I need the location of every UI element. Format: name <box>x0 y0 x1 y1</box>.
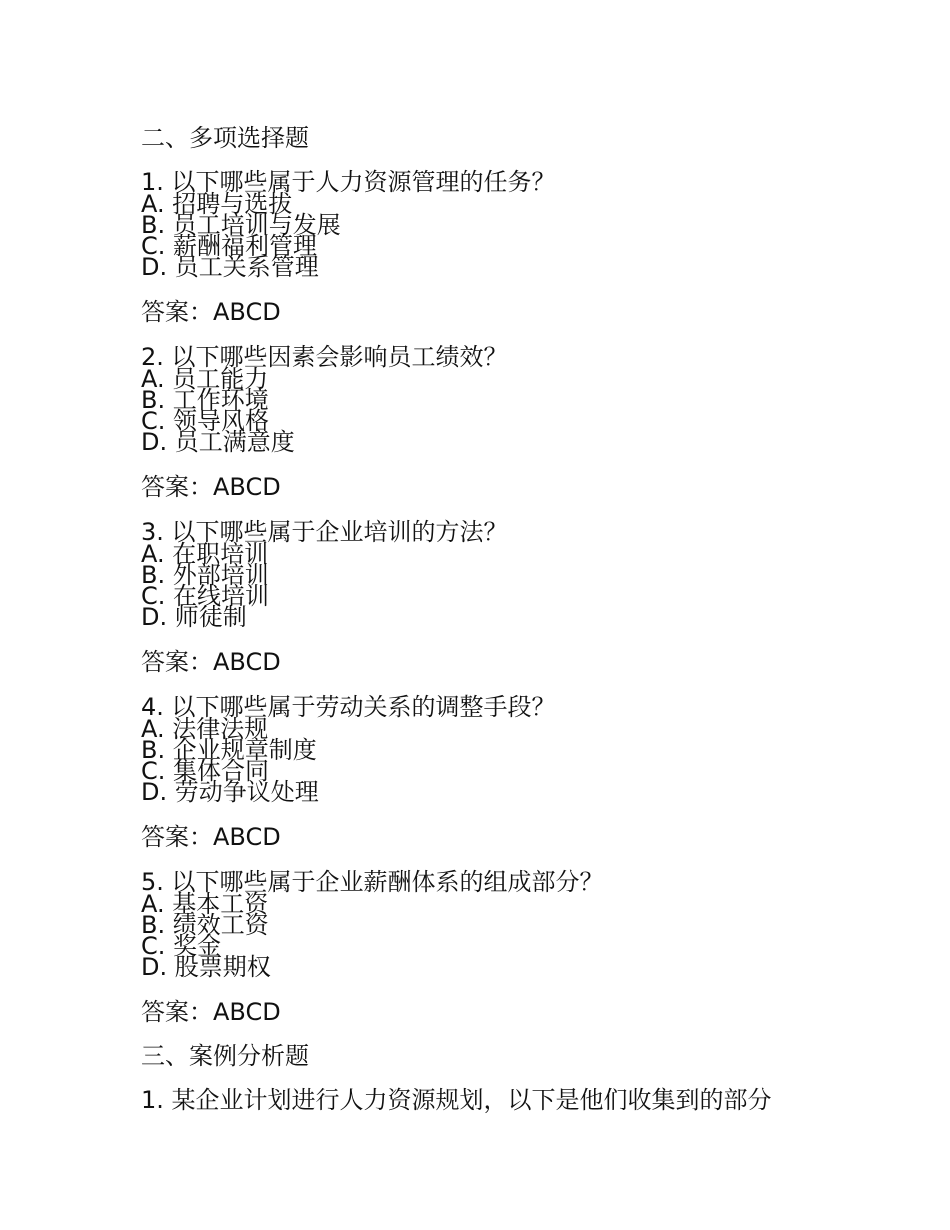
question-3 <box>141 520 841 674</box>
option-list <box>141 890 841 981</box>
section-title-multiple-choice: 二、多项选择题 <box>141 124 309 152</box>
option-b: B. 工作环境 <box>141 386 269 414</box>
answer: 答案：ABCD <box>141 823 281 851</box>
section-title-case-analysis: 三、案例分析题 <box>141 1042 309 1070</box>
option-list <box>141 365 841 456</box>
option-b: B. 绩效工资 <box>141 911 269 939</box>
option-c: C. 奖金 <box>141 932 222 960</box>
answer: 答案：ABCD <box>141 298 281 326</box>
option-b: B. 员工培训与发展 <box>141 211 341 239</box>
option-d: D. 劳动争议处理 <box>141 778 319 806</box>
question-stem: 1. 以下哪些属于人力资源管理的任务？ <box>141 168 556 196</box>
answer: 答案：ABCD <box>141 648 281 676</box>
case-question-1-line: 1. 某企业计划进行人力资源规划，以下是他们收集到的部分 <box>141 1086 772 1114</box>
option-a: A. 法律法规 <box>141 715 269 743</box>
option-b: B. 外部培训 <box>141 561 269 589</box>
option-d: D. 员工关系管理 <box>141 253 319 281</box>
question-5 <box>141 870 841 1024</box>
question-stem: 2. 以下哪些因素会影响员工绩效？ <box>141 343 508 371</box>
option-a: A. 招聘与选拔 <box>141 190 293 218</box>
question-stem: 4. 以下哪些属于劳动关系的调整手段？ <box>141 693 556 721</box>
answer: 答案：ABCD <box>141 473 281 501</box>
option-list <box>141 715 841 806</box>
option-a: A. 在职培训 <box>141 540 269 568</box>
option-c: C. 在线培训 <box>141 582 270 610</box>
option-c: C. 领导风格 <box>141 407 270 435</box>
option-list <box>141 190 841 281</box>
option-a: A. 员工能力 <box>141 365 269 393</box>
option-d: D. 员工满意度 <box>141 428 295 456</box>
option-b: B. 企业规章制度 <box>141 736 317 764</box>
question-4 <box>141 695 841 849</box>
answer: 答案：ABCD <box>141 998 281 1026</box>
document-page <box>141 126 841 1112</box>
option-list <box>141 540 841 631</box>
option-a: A. 基本工资 <box>141 890 269 918</box>
option-c: C. 集体合同 <box>141 757 270 785</box>
option-c: C. 薪酬福利管理 <box>141 232 318 260</box>
question-2 <box>141 345 841 499</box>
option-d: D. 股票期权 <box>141 953 271 981</box>
question-stem: 5. 以下哪些属于企业薪酬体系的组成部分？ <box>141 868 604 896</box>
question-stem: 3. 以下哪些属于企业培训的方法？ <box>141 518 508 546</box>
question-1 <box>141 170 841 324</box>
option-d: D. 师徒制 <box>141 603 247 631</box>
